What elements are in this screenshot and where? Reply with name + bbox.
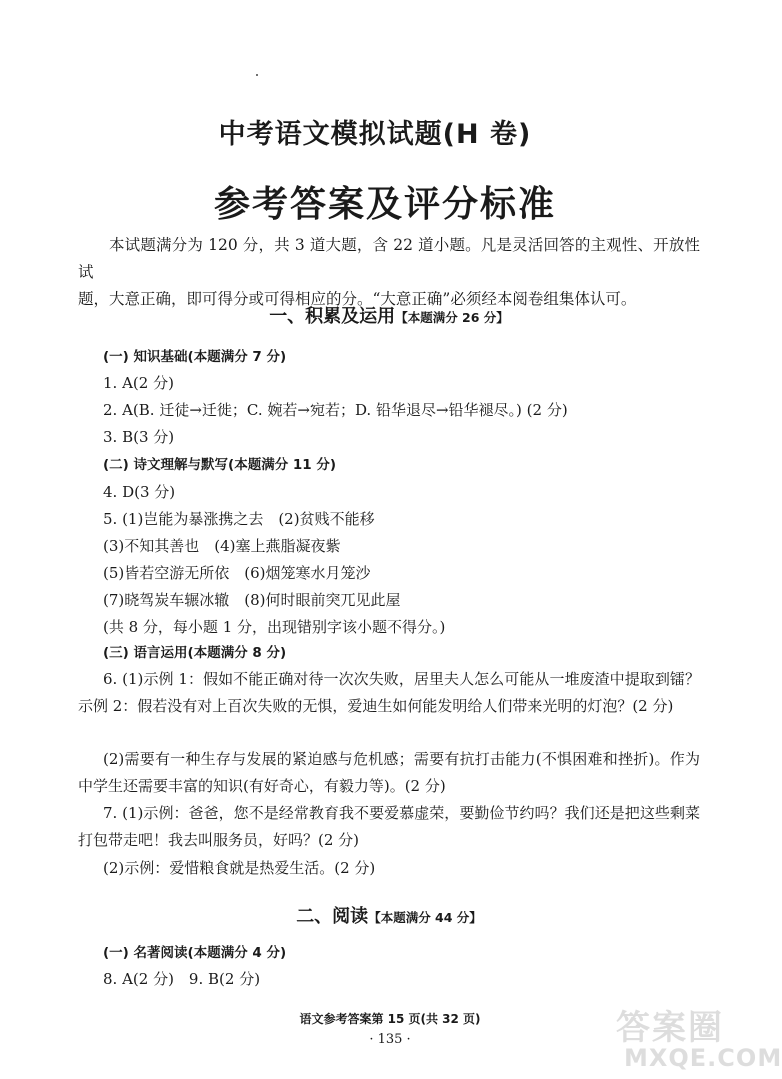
part-1-heading: (一) 知识基础(本题满分 7 分) bbox=[103, 349, 287, 365]
answer-q7-part-1: 7. (1)示例：爸爸，您不是经常教育我不要爱慕虚荣，要勤俭节约吗？我们还是把这些剩菜打包带走吧！我去叫服务员，好吗？(2 分) bbox=[78, 804, 700, 849]
section-2-heading bbox=[78, 902, 700, 928]
section-1-title: 一、积累及运用 bbox=[269, 306, 396, 327]
reading-part-1-heading: (一) 名著阅读(本题满分 4 分) bbox=[103, 945, 287, 961]
scan-speck bbox=[256, 74, 258, 76]
answer-q3: 3. B(3 分) bbox=[103, 428, 175, 446]
section-1-score-note: 【本题满分 26 分】 bbox=[395, 310, 509, 325]
answer-q6-part-2: (2)需要有一种生存与发展的紧迫感与危机感；需要有抗打击能力(不惧困难和挫折)。作为中学生还需要丰富的知识(有好奇心，有毅力等)。(2 分) bbox=[78, 750, 700, 795]
exam-title: 中考语文模拟试题(H 卷) bbox=[218, 119, 532, 150]
answer-q5-note: (共 8 分，每小题 1 分，出现错别字该小题不得分。) bbox=[103, 618, 446, 636]
answer-q8-q9: 8. A(2 分) 9. B(2 分) bbox=[103, 970, 261, 988]
answer-q5-line-3: (5)皆若空游无所依 (6)烟笼寒水月笼沙 bbox=[103, 564, 371, 582]
watermark-url: MXQE.COM bbox=[624, 1044, 782, 1072]
answer-q1: 1. A(2 分) bbox=[103, 374, 174, 392]
section-2-title: 二、阅读 bbox=[296, 906, 369, 927]
answer-key-title: 参考答案及评分标准 bbox=[213, 184, 556, 225]
intro-paragraph bbox=[78, 232, 700, 313]
answer-q4: 4. D(3 分) bbox=[103, 483, 176, 501]
section-1-heading bbox=[78, 302, 700, 328]
intro-line-2: 题，大意正确，即可得分或可得相应的分。“大意正确”必须经本阅卷组集体认可。 bbox=[78, 290, 637, 308]
page-number: · 135 · bbox=[369, 1032, 411, 1047]
answer-q7-part-2: (2)示例：爱惜粮食就是热爱生活。(2 分) bbox=[103, 859, 376, 877]
watermark-logo bbox=[616, 1000, 782, 1075]
answer-q5-line-4: (7)晓驾炭车辗冰辙 (8)何时眼前突兀见此屋 bbox=[103, 591, 401, 609]
section-2-score-note: 【本题满分 44 分】 bbox=[368, 910, 482, 925]
watermark-text: 答案圈 bbox=[616, 1008, 724, 1048]
answer-q5-line-2: (3)不知其善也 (4)塞上燕脂凝夜紫 bbox=[103, 537, 341, 555]
answer-q2: 2. A(B. 迁徒→迁徙；C. 婉若→宛若；D. 铅华退尽→铅华褪尽。) (2 分) bbox=[103, 401, 568, 419]
intro-line-1: 本试题满分为 120 分，共 3 道大题，含 22 道小题。凡是灵活回答的主观性、开放性试 bbox=[78, 236, 700, 281]
answer-q5-line-1: 5. (1)岂能为暴涨携之去 (2)贫贱不能移 bbox=[103, 510, 375, 528]
page-label: 语文参考答案第 15 页(共 32 页) bbox=[299, 1012, 481, 1026]
part-3-heading: (三) 语言运用(本题满分 8 分) bbox=[103, 645, 287, 661]
part-2-heading: (二) 诗文理解与默写(本题满分 11 分) bbox=[103, 457, 337, 473]
answer-q6-part-1: 6. (1)示例 1：假如不能正确对待一次次失败，居里夫人怎么可能从一堆废渣中提取到镭？示例 2：假若没有对上百次失败的无惧，爱迪生如何能发明给人们带来光明的灯泡？(2 分) bbox=[78, 670, 700, 715]
